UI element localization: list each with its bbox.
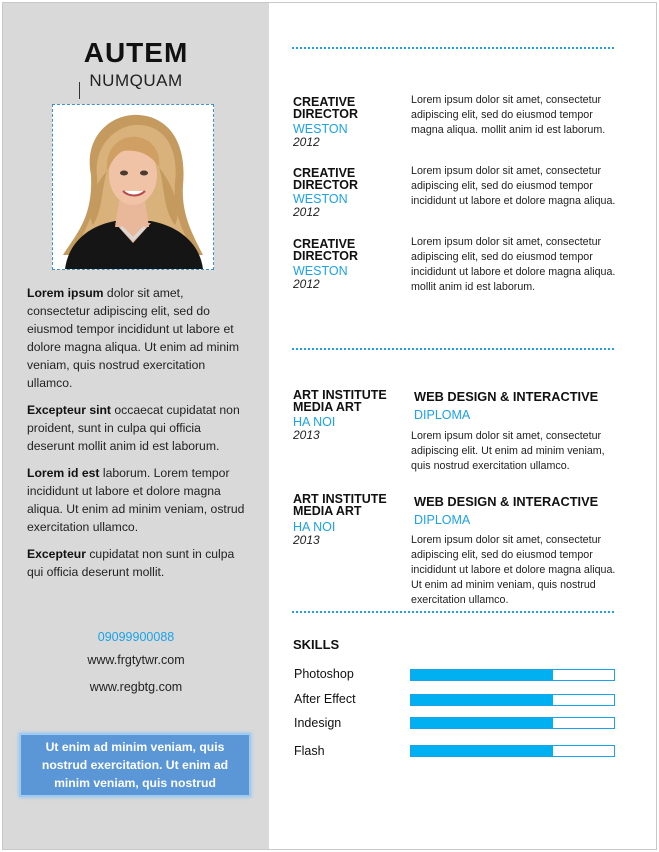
bio-paragraph [27, 464, 249, 536]
education-place: HA NOI [293, 520, 336, 534]
callout-box[interactable] [19, 733, 251, 797]
education-year: 2013 [293, 533, 320, 547]
skill-label: Photoshop [294, 667, 354, 681]
profile-photo-image [53, 105, 213, 269]
education-desc: Lorem ipsum dolor sit amet, consectetur adipiscing elit, sed do eiusmod tempor incididunt ut labore et dolore magna aliqua. Ut enim ad minim veniam, quis nostrud exercitation ullamco. [411, 534, 616, 606]
education-degree: WEB DESIGN & INTERACTIVE [414, 494, 599, 509]
contact-website-1[interactable]: www.frgtytwr.com [87, 653, 185, 667]
education-school: ART INSTITUTE MEDIA ART [293, 388, 387, 414]
experience-year: 2012 [293, 135, 320, 149]
skill-label: After Effect [294, 692, 356, 706]
bio-lead: Excepteur sint [27, 403, 111, 417]
bio-text: occaecat cupidatat non proident, sunt in culpa qui officia deserunt mollit anim id est laborum. [27, 403, 240, 453]
text-cursor [79, 82, 80, 99]
experience-year: 2012 [293, 205, 320, 219]
bio-lead: Lorem id est [27, 466, 100, 480]
bio-paragraph [27, 284, 249, 392]
experience-title: CREATIVE DIRECTOR [293, 95, 359, 121]
bio-text: laborum. Lorem tempor incididunt ut labore et dolore magna aliqua. Ut enim ad minim veniam, ostrud exercitation ullamco. [27, 466, 245, 534]
experience-org: WESTON [293, 192, 348, 206]
experience-title: CREATIVE DIRECTOR [293, 166, 359, 192]
skill-bar [410, 669, 615, 681]
education-diploma: DIPLOMA [414, 408, 471, 422]
section-divider [292, 611, 614, 613]
experience-desc: Lorem ipsum dolor sit amet, consectetur adipiscing elit, sed do eiusmod tempor incididunt ut labore et dolore magna aliqua. mollit anim id est laborum. [411, 236, 616, 293]
skill-bar [410, 745, 615, 757]
bio-section [27, 284, 249, 590]
experience-year: 2012 [293, 277, 320, 291]
education-diploma: DIPLOMA [414, 513, 471, 527]
skills-heading: SKILLS [293, 637, 340, 652]
bio-text: cupidatat non sunt in culpa qui officia deserunt mollit. [27, 547, 235, 579]
experience-org: WESTON [293, 122, 348, 136]
bio-lead: Excepteur [27, 547, 86, 561]
experience-org: WESTON [293, 264, 348, 278]
skill-bar-fill [411, 718, 553, 728]
education-desc: Lorem ipsum dolor sit amet, consectetur adipiscing elit. Ut enim ad minim veniam, quis nostrud exercitation ullamco. [411, 430, 605, 472]
candidate-subname: NUMQUAM [89, 71, 183, 90]
skill-label: Indesign [294, 716, 342, 730]
education-degree: WEB DESIGN & INTERACTIVE [414, 389, 599, 404]
skill-bar-fill [411, 670, 553, 680]
contact-website-2[interactable]: www.regbtg.com [89, 680, 183, 694]
experience-desc: Lorem ipsum dolor sit amet, consectetur adipiscing elit, sed do eiusmod tempor magna aliqua. mollit anim id est laborum. [411, 94, 606, 136]
skill-bar-fill [411, 695, 553, 705]
profile-photo[interactable] [52, 104, 214, 270]
experience-title: CREATIVE DIRECTOR [293, 237, 359, 263]
skill-label: Flash [294, 744, 325, 758]
bio-paragraph [27, 545, 249, 581]
callout-text: Ut enim ad minim veniam, quis nostrud exercitation. Ut enim ad minim veniam, quis nostrud [41, 740, 229, 790]
bio-text: dolor sit amet, consectetur adipiscing elit, sed do eiusmod tempor incididunt ut labore et dolore magna aliqua. Ut enim ad minim veniam, quis nostrud exercitation ullamco. [27, 286, 240, 390]
bio-paragraph [27, 401, 249, 455]
experience-desc: Lorem ipsum dolor sit amet, consectetur adipiscing elit, sed do eiusmod tempor incididunt ut labore et dolore magna aliqua. [411, 165, 616, 207]
sidebar [3, 3, 269, 849]
education-place: HA NOI [293, 415, 336, 429]
skill-bar [410, 717, 615, 729]
education-year: 2013 [293, 428, 320, 442]
education-school: ART INSTITUTE MEDIA ART [293, 492, 387, 518]
contact-phone[interactable]: 09099900088 [97, 630, 175, 644]
section-divider [292, 348, 614, 350]
candidate-name: AUTEM [83, 37, 189, 68]
skill-bar [410, 694, 615, 706]
bio-lead: Lorem ipsum [27, 286, 104, 300]
skill-bar-fill [411, 746, 553, 756]
section-divider [292, 47, 614, 49]
